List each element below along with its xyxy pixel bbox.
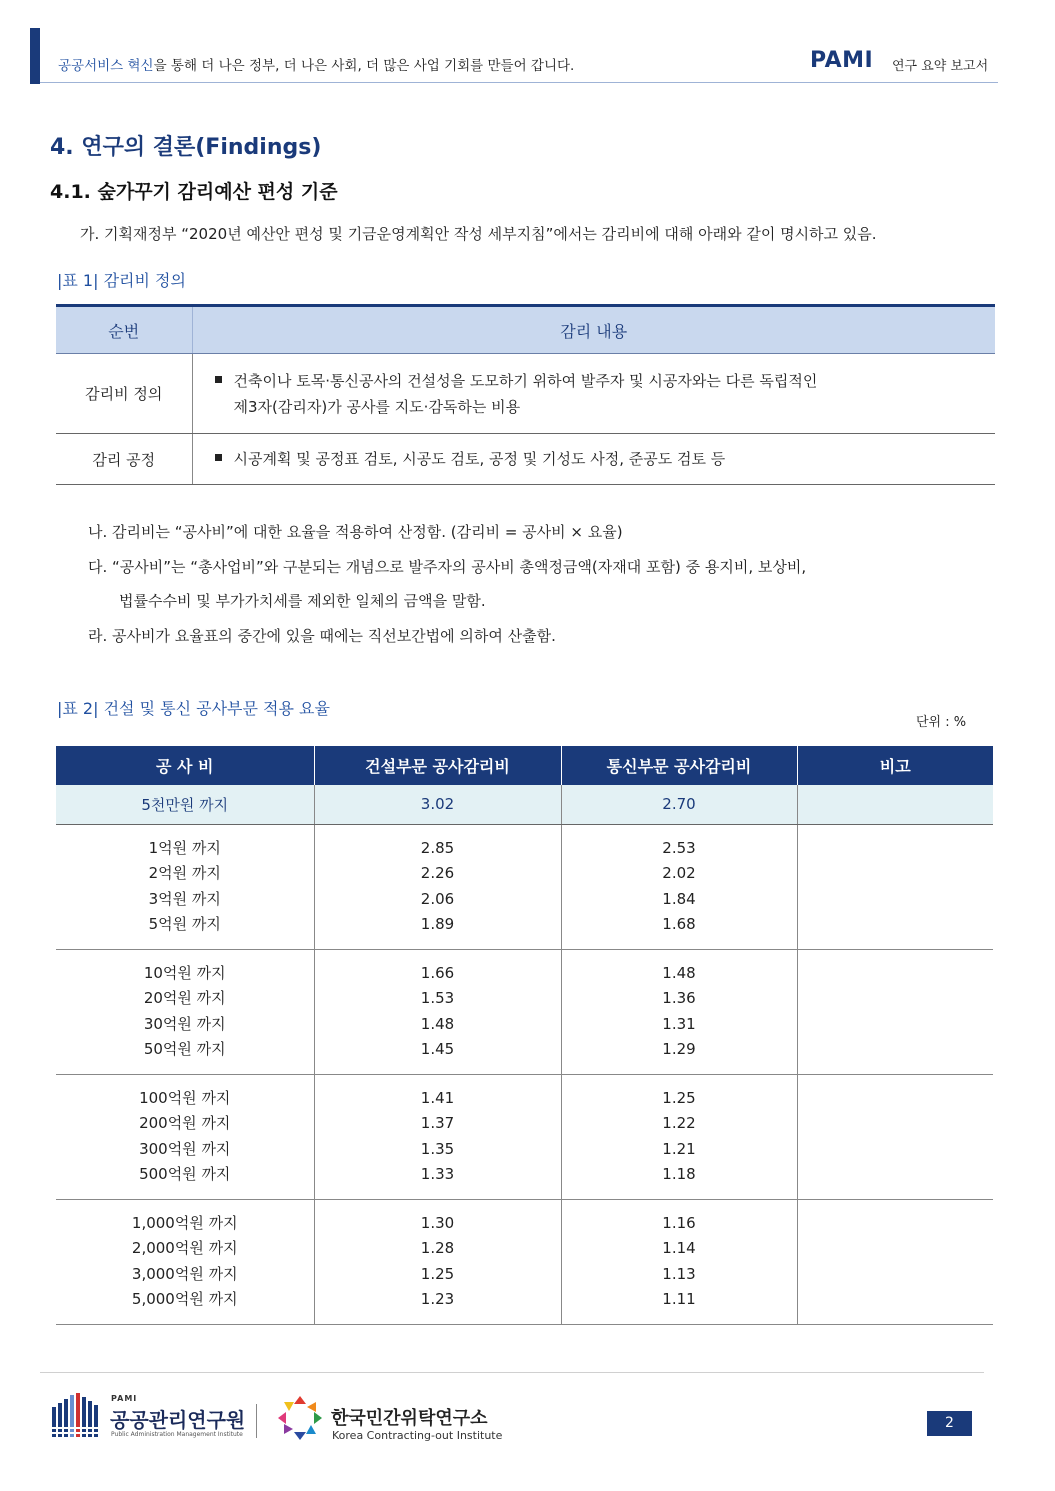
- telecom-rate-cell: 1.48 1.36 1.31 1.29: [561, 949, 797, 1074]
- paragraph-da-continued: 법률수수비 및 부가가치세를 제외한 일체의 금액을 말함.: [119, 592, 486, 610]
- table1-header-content: 감리 내용: [192, 306, 995, 354]
- note-cell: [797, 1074, 993, 1199]
- telecom-rate-cell: 1.16 1.14 1.13 1.11: [561, 1199, 797, 1324]
- cost-cell: 1,000억원 까지 2,000억원 까지 3,000억원 까지 5,000억원 까지: [56, 1199, 314, 1324]
- cost-cell: 10억원 까지 20억원 까지 30억원 까지 50억원 까지: [56, 949, 314, 1074]
- logo-separator: [256, 1404, 257, 1438]
- note-cell: [797, 824, 993, 949]
- table-row: [56, 1199, 993, 1324]
- table-row: [56, 434, 995, 485]
- table-row: [56, 354, 995, 434]
- pami-logo-icon: [52, 1393, 104, 1437]
- kci-logo-name: 한국민간위탁연구소: [331, 1408, 488, 1429]
- note-cell: [797, 1199, 993, 1324]
- construction-rate-cell: 3.02: [314, 785, 561, 824]
- header-report-type: 연구 요약 보고서: [892, 59, 989, 74]
- table-row: [56, 1074, 993, 1199]
- table1-row-content: 시공계획 및 공정표 검토, 시공도 검토, 공정 및 기성도 사정, 준공도 검토 등: [192, 434, 995, 485]
- page-header: [30, 28, 998, 84]
- table1-row-content: 건축이나 토목·통신공사의 건설성을 도모하기 위하여 발주자 및 시공자와는 다른 독립적인 제3자(감리자)가 공사를 지도·감독하는 비용: [192, 354, 995, 434]
- paragraph-na: 나. 감리비는 “공사비”에 대한 요율을 적용하여 산정함. (감리비 = 공사비 × 요율): [88, 523, 623, 541]
- table2-header-construction: 건설부문 공사감리비: [314, 746, 561, 785]
- table1-row-label: 감리 공정: [56, 434, 192, 485]
- telecom-rate-cell: 2.70: [561, 785, 797, 824]
- header-accent-bar: [30, 28, 40, 84]
- pami-logo-name: 공공관리연구원: [110, 1408, 246, 1432]
- telecom-rate-cell: 2.53 2.02 1.84 1.68: [561, 824, 797, 949]
- table2-header-note: 비고: [797, 746, 993, 785]
- header-brand: PAMI: [810, 48, 874, 73]
- cost-cell: 5천만원 까지: [56, 785, 314, 824]
- table2-header-cost: 공 사 비: [56, 746, 314, 785]
- construction-rate-cell: 1.30 1.28 1.25 1.23: [314, 1199, 561, 1324]
- table1-definition: [56, 304, 995, 485]
- table2-rates: [56, 746, 993, 1325]
- pami-logo-english: Public Administration Management Institute: [111, 1431, 243, 1438]
- table2-caption: |표 2| 건설 및 통신 공사부문 적용 요율: [57, 699, 330, 718]
- table1-header-index: 순번: [56, 306, 192, 354]
- section-title: 4. 연구의 결론(Findings): [50, 135, 322, 160]
- telecom-rate-cell: 1.25 1.22 1.21 1.18: [561, 1074, 797, 1199]
- cost-cell: 100억원 까지 200억원 까지 300억원 까지 500억원 까지: [56, 1074, 314, 1199]
- header-tagline: 공공서비스 혁신을 통해 더 나은 정부, 더 나은 사회, 더 많은 사업 기회를 만들어 갑니다.: [58, 58, 575, 74]
- bullet-icon: [215, 376, 222, 383]
- pami-logo-small: PAMI: [111, 1394, 138, 1403]
- note-cell: [797, 949, 993, 1074]
- table-row: [56, 824, 993, 949]
- table-row: [56, 949, 993, 1074]
- header-divider: [40, 82, 998, 83]
- footer-divider: [40, 1372, 984, 1373]
- page-number: 2: [927, 1411, 972, 1436]
- cost-cell: 1억원 까지 2억원 까지 3억원 까지 5억원 까지: [56, 824, 314, 949]
- paragraph-ga: 가. 기획재정부 “2020년 예산안 편성 및 기금운영계획안 작성 세부지침”에서는 감리비에 대해 아래와 같이 명시하고 있음.: [80, 225, 877, 243]
- note-cell: [797, 785, 993, 824]
- construction-rate-cell: 2.85 2.26 2.06 1.89: [314, 824, 561, 949]
- table2-header-telecom: 통신부문 공사감리비: [561, 746, 797, 785]
- kci-logo-english: Korea Contracting-out Institute: [332, 1429, 503, 1442]
- table-row: [56, 785, 993, 824]
- construction-rate-cell: 1.66 1.53 1.48 1.45: [314, 949, 561, 1074]
- table2-unit: 단위 : %: [916, 715, 967, 730]
- table1-caption: |표 1| 감리비 정의: [57, 271, 186, 290]
- construction-rate-cell: 1.41 1.37 1.35 1.33: [314, 1074, 561, 1199]
- kci-logo-icon: [276, 1394, 324, 1442]
- table1-row-label: 감리비 정의: [56, 354, 192, 434]
- bullet-icon: [215, 454, 222, 461]
- paragraph-da: 다. “공사비”는 “총사업비”와 구분되는 개념으로 발주자의 공사비 총액정금액(자재대 포함) 중 용지비, 보상비,: [88, 558, 807, 576]
- section-subtitle: 4.1. 숲가꾸기 감리예산 편성 기준: [50, 181, 338, 203]
- paragraph-ra: 라. 공사비가 요율표의 중간에 있을 때에는 직선보간법에 의하여 산출함.: [88, 627, 556, 645]
